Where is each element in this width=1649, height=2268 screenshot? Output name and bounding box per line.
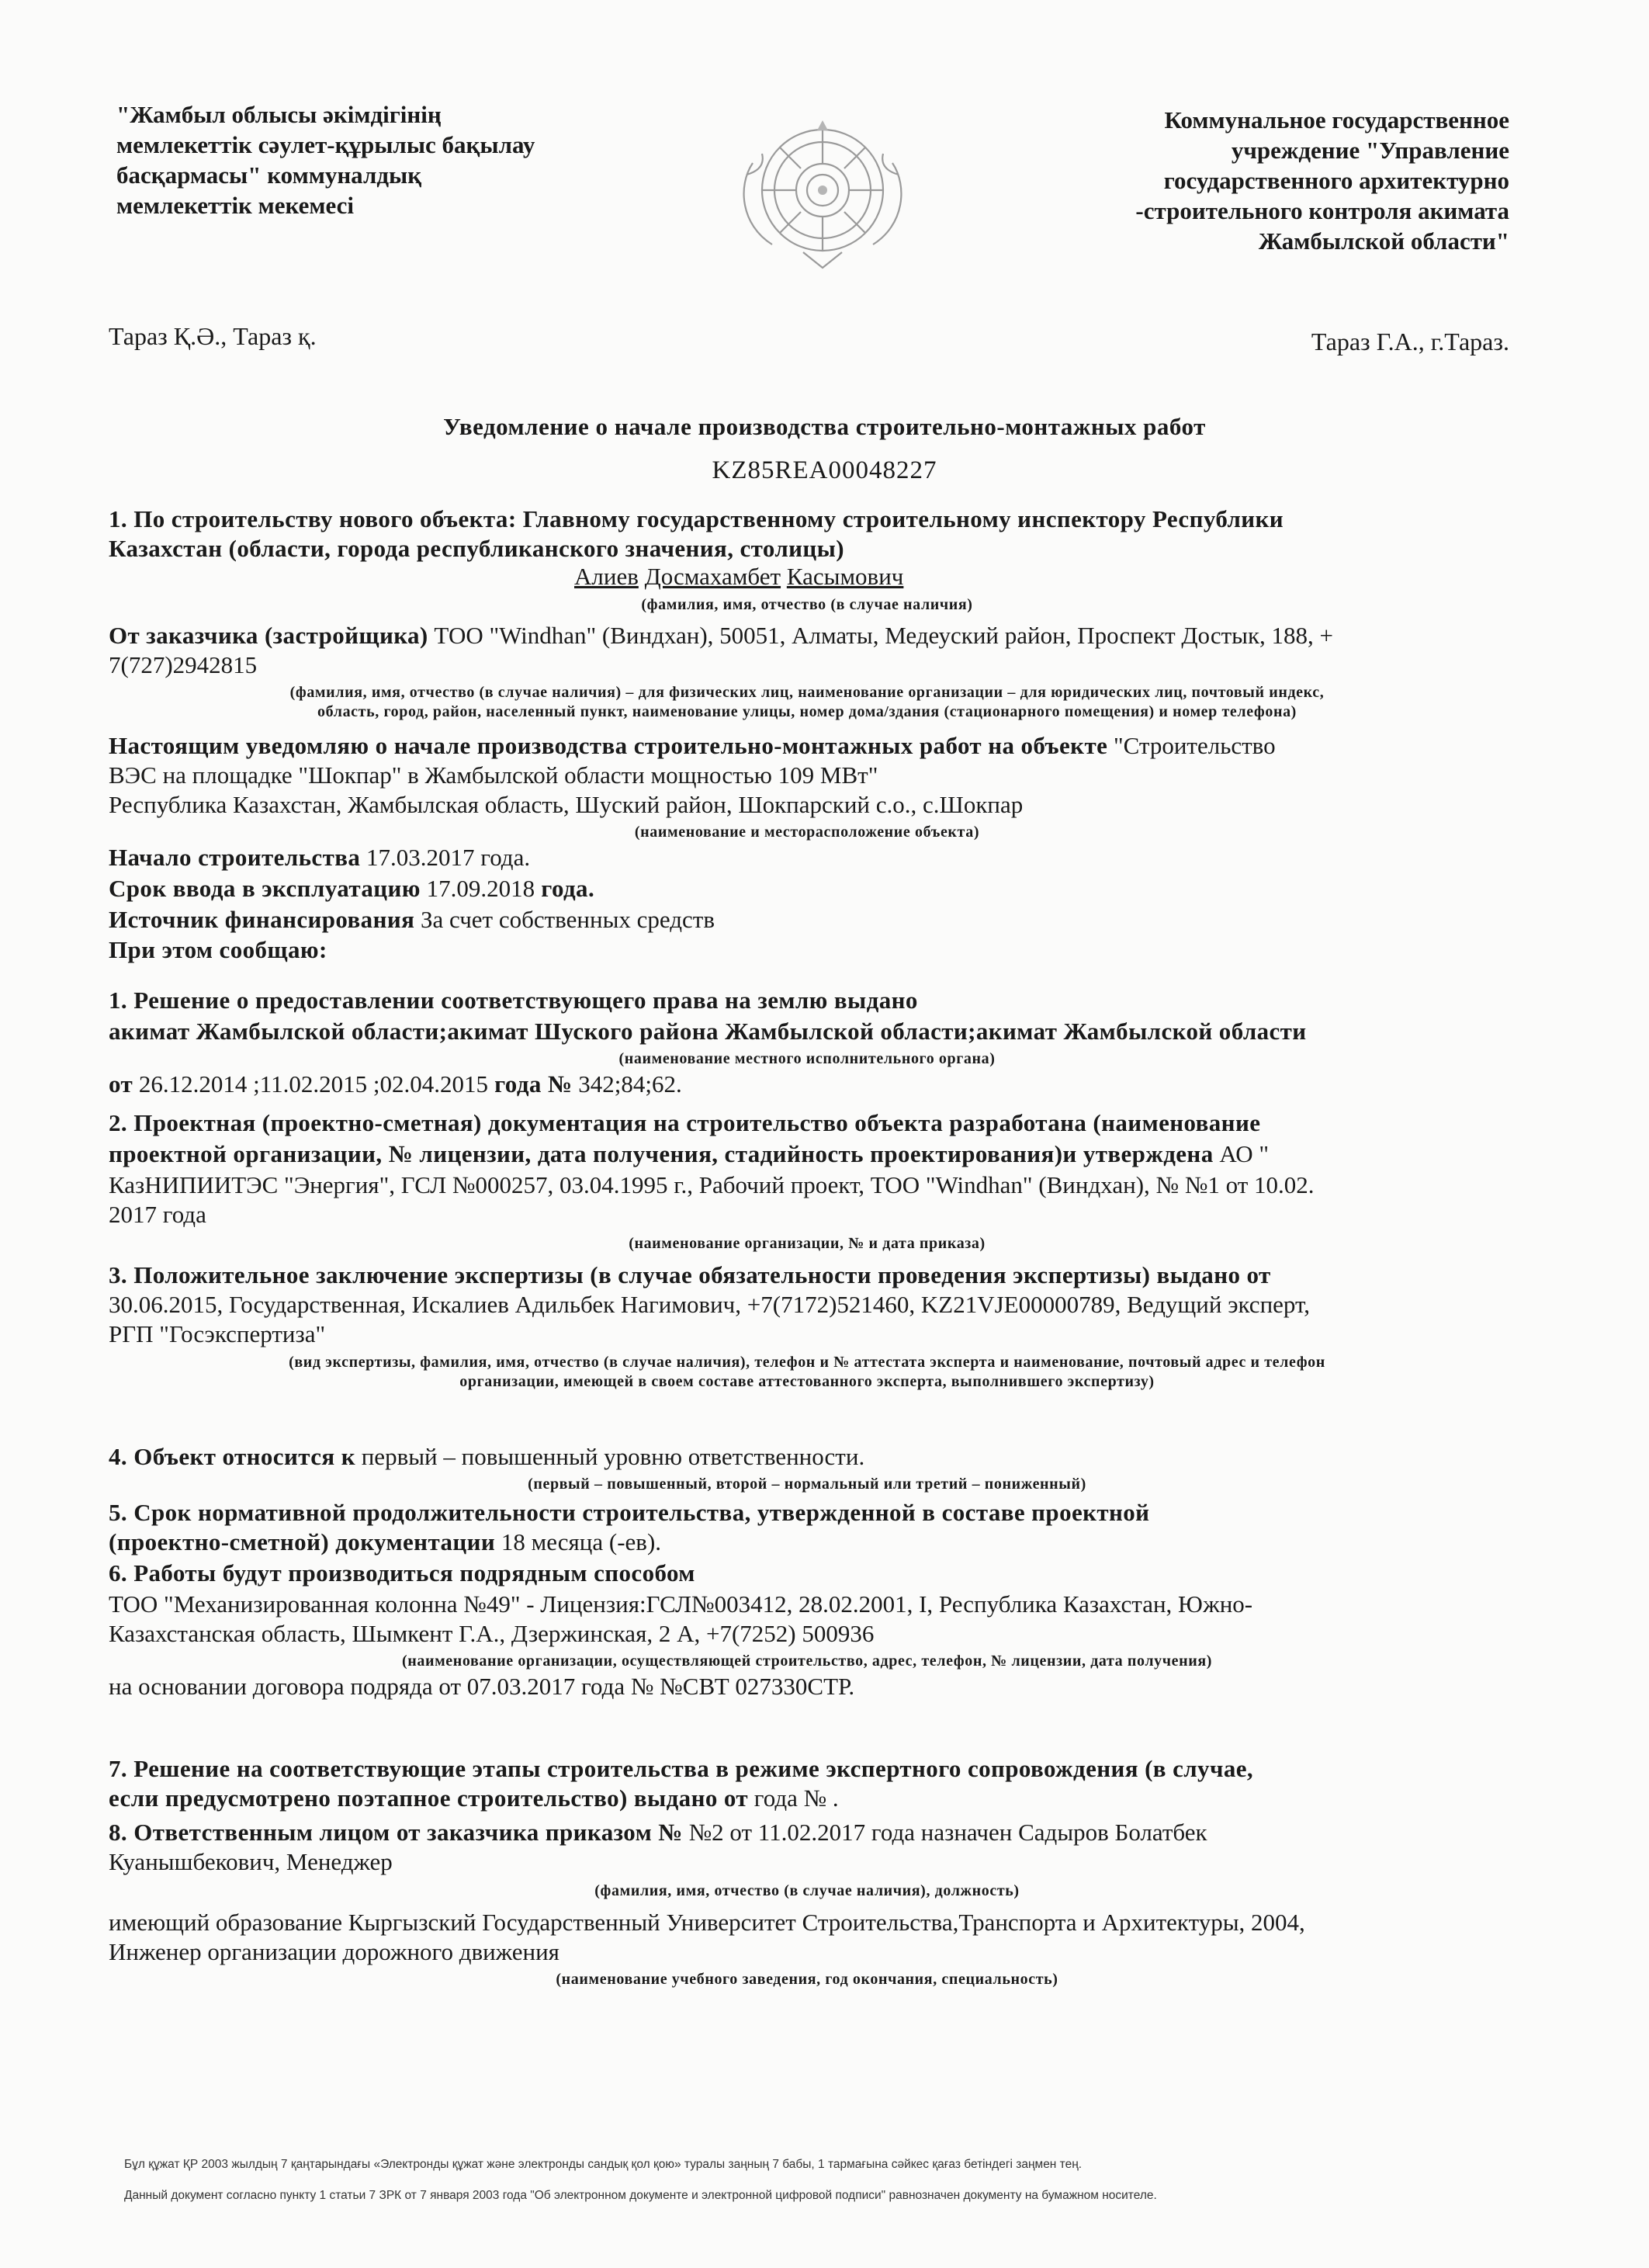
notify-object: "Строительство — [1107, 732, 1276, 759]
issuer-name-russian: Коммунальное государственное учреждение "Управление государственного архитектурно -строительного контроля акимата Жамбылской области" — [1135, 106, 1509, 255]
city-russian: Тараз Г.А., г.Тараз. — [1311, 328, 1509, 355]
hint-p8: (фамилия, имя, отчество (в случае наличия), должность) — [594, 1882, 1020, 1899]
notify-line-1 — [109, 731, 1505, 761]
p7-tail: года № . — [748, 1784, 839, 1812]
p8-label: 8. Ответственным лицом от заказчика приказом № — [109, 1819, 683, 1846]
report-label: При этом сообщаю: — [109, 936, 327, 963]
p7-label: если предусмотрено поэтапное строительство) выдано от — [109, 1784, 749, 1812]
commission-value: 17.09.2018 — [420, 875, 535, 902]
p6-line-1: ТОО "Механизированная колонна №49" - Лицензия:ГСЛ№003412, 28.02.2001, I, Республика Казахстан, Южно- — [109, 1590, 1253, 1618]
state-emblem-icon — [729, 116, 916, 272]
p1-numbers: 342;84;62. — [572, 1070, 682, 1098]
p6-contract: на основании договора подряда от 07.03.2017 года № №СВТ 027330СТР. — [109, 1673, 855, 1700]
p2-line-2-text: проектной организации, № лицензии, дата получения, стадийность проектирования)и утверждена — [109, 1140, 1214, 1167]
p8-education-2: Инженер организации дорожного движения — [109, 1938, 559, 1965]
p1-from: от — [109, 1070, 133, 1098]
customer-label: От заказчика (застройщика) — [109, 622, 428, 649]
city-kazakh: Тараз Қ.Ә., Тараз қ. — [109, 322, 317, 350]
p2-line-2-tail: АО " — [1213, 1140, 1269, 1167]
p7-line-2 — [109, 1784, 1505, 1813]
p8-education-1: имеющий образование Кыргызский Государственный Университет Строительства,Транспорта и Архитектуры, 2004, — [109, 1909, 1305, 1936]
p1-line-1: 1. Решение о предоставлении соответствующего права на землю выдано — [109, 987, 918, 1014]
commissioning-date — [109, 874, 1505, 903]
object-location: Республика Казахстан, Жамбылская область, Шуский район, Шокпарский с.о., с.Шокпар — [109, 791, 1024, 818]
p1-year-label: года № — [487, 1070, 573, 1098]
commission-suffix: года. — [535, 875, 595, 902]
p4-value: первый – повышенный уровню ответственности. — [355, 1443, 865, 1470]
p1-dates-line — [109, 1070, 1505, 1099]
p6-line-2: Казахстанская область, Шымкент Г.А., Дзержинская, 2 А, +7(7252) 500936 — [109, 1620, 875, 1647]
hint-fio: (фамилия, имя, отчество (в случае наличия) — [641, 596, 973, 613]
footer-note-russian: Данный документ согласно пункту 1 статьи 7 ЗРК от 7 января 2003 года "Об электронном документе и электронной цифровой подписи" равнозначен документу на бумажном носителе. — [124, 2189, 1157, 2202]
customer-value: ТОО "Windhan" (Виндхан), 50051, Алматы, Медеуский район, Проспект Достык, 188, + — [428, 622, 1334, 649]
p8-value: №2 от 11.02.2017 года назначен Садыров Болатбек — [682, 1819, 1207, 1846]
p5-value: 18 месяца (-ев). — [495, 1528, 662, 1555]
p1-line-2: акимат Жамбылской области;акимат Шуского района Жамбылской области;акимат Жамбылской области — [109, 1018, 1307, 1045]
p5-line-1: 5. Срок нормативной продолжительности строительства, утвержденной в составе проектной — [109, 1499, 1150, 1526]
hint-p2: (наименование организации, № и дата приказа) — [629, 1235, 986, 1252]
hint-location: (наименование и месторасположение объекта) — [634, 824, 980, 841]
hint-p3-2: организации, имеющей в своем составе аттестованного эксперта, выполнившего экспертизу) — [459, 1373, 1155, 1390]
registration-number: KZ85REA00048227 — [712, 456, 937, 484]
p4-label: 4. Объект относится к — [109, 1443, 355, 1470]
p3-line-2: 30.06.2015, Государственная, Искалиев Адильбек Нагимович, +7(7172)521460, KZ21VJE00000789, Ведущий эксперт, — [109, 1291, 1310, 1318]
start-label: Начало строительства — [109, 844, 361, 871]
issuer-name-kazakh: "Жамбыл облысы әкімдігінің мемлекеттік сәулет-құрылыс бақылау басқармасы" коммуналдық мемлекеттік мекемесі — [116, 101, 535, 219]
hint-education: (наименование учебного заведения, год окончания, специальность) — [556, 1971, 1058, 1988]
notify-label: Настоящим уведомляю о начале производства строительно-монтажных работ на объекте — [109, 732, 1108, 759]
commission-label: Срок ввода в эксплуатацию — [109, 875, 421, 902]
inspector-first-name: Досмахамбет — [644, 563, 781, 590]
hint-p3-1: (вид экспертизы, фамилия, имя, отчество (в случае наличия), телефон и № аттестата эксперта и наименование, почтовый адрес и телефон — [289, 1354, 1325, 1371]
footer-note-kazakh: Бұл құжат ҚР 2003 жылдың 7 қаңтарындағы «Электронды құжат және электронды сандық қол қою» туралы заңның 7 бабы, 1 тармағына сәйкес қағаз бетіндегі заңмен тең. — [124, 2158, 1083, 2171]
p8-line-2: Куанышбекович, Менеджер — [109, 1848, 393, 1875]
finance-value: За счет собственных средств — [414, 906, 715, 933]
hint-p4: (первый – повышенный, второй – нормальный или третий – пониженный) — [528, 1476, 1086, 1493]
p7-line-1: 7. Решение на соответствующие этапы строительства в режиме экспертного сопровождения (в случае, — [109, 1755, 1254, 1782]
p2-line-2 — [109, 1139, 1505, 1169]
document-title: Уведомление о начале производства строительно-монтажных работ — [443, 413, 1206, 440]
inspector-last-name: Алиев — [574, 563, 639, 590]
start-date: 17.03.2017 года. — [360, 844, 531, 871]
p6-label: 6. Работы будут производиться подрядным способом — [109, 1559, 695, 1587]
p2-line-1: 2. Проектная (проектно-сметная) документация на строительство объекта разработана (наименование — [109, 1109, 1261, 1136]
inspector-middle-name: Касымович — [786, 563, 904, 590]
hint-customer-2: область, город, район, населенный пункт, наименование улицы, номер дома/здания (стационарного помещения) и номер телефона) — [317, 703, 1297, 720]
section-1-line-2: Казахстан (области, города республиканского значения, столицы) — [109, 535, 845, 562]
p1-dates: 26.12.2014 ;11.02.2015 ;02.04.2015 — [133, 1070, 488, 1098]
p8-line-1 — [109, 1818, 1505, 1847]
customer-line-1 — [109, 621, 1505, 650]
financing-source — [109, 905, 1505, 935]
hint-p1: (наименование местного исполнительного органа) — [618, 1050, 996, 1067]
p4-line — [109, 1442, 1505, 1472]
p3-line-3: РГП "Госэкспертиза" — [109, 1320, 326, 1347]
inspector-name — [574, 562, 1117, 591]
p2-line-4: 2017 года — [109, 1201, 206, 1228]
customer-line-2: 7(727)2942815 — [109, 651, 258, 678]
construction-start — [109, 843, 1505, 872]
finance-label: Источник финансирования — [109, 906, 415, 933]
p3-line-1: 3. Положительное заключение экспертизы (в случае обязательности проведения экспертизы) выдано от — [109, 1261, 1271, 1288]
p5-label: (проектно-сметной) документации — [109, 1528, 496, 1555]
p2-line-3: КазНИПИИТЭС "Энергия", ГСЛ №000257, 03.04.1995 г., Рабочий проект, ТОО "Windhan" (Виндхан), № №1 от 10.02. — [109, 1171, 1315, 1198]
section-1-line-1: 1. По строительству нового объекта: Главному государственному строительному инспектору Республики — [109, 505, 1284, 532]
hint-customer-1: (фамилия, имя, отчество (в случае наличия) – для физических лиц, наименование организации – для юридических лиц, почтовый индекс, — [289, 684, 1325, 701]
notify-line-2: ВЭС на площадке "Шокпар" в Жамбылской области мощностью 109 МВт" — [109, 761, 878, 789]
p5-line-2 — [109, 1528, 1505, 1557]
hint-p6: (наименование организации, осуществляющей строительство, адрес, телефон, № лицензии, дата получения) — [401, 1652, 1213, 1670]
